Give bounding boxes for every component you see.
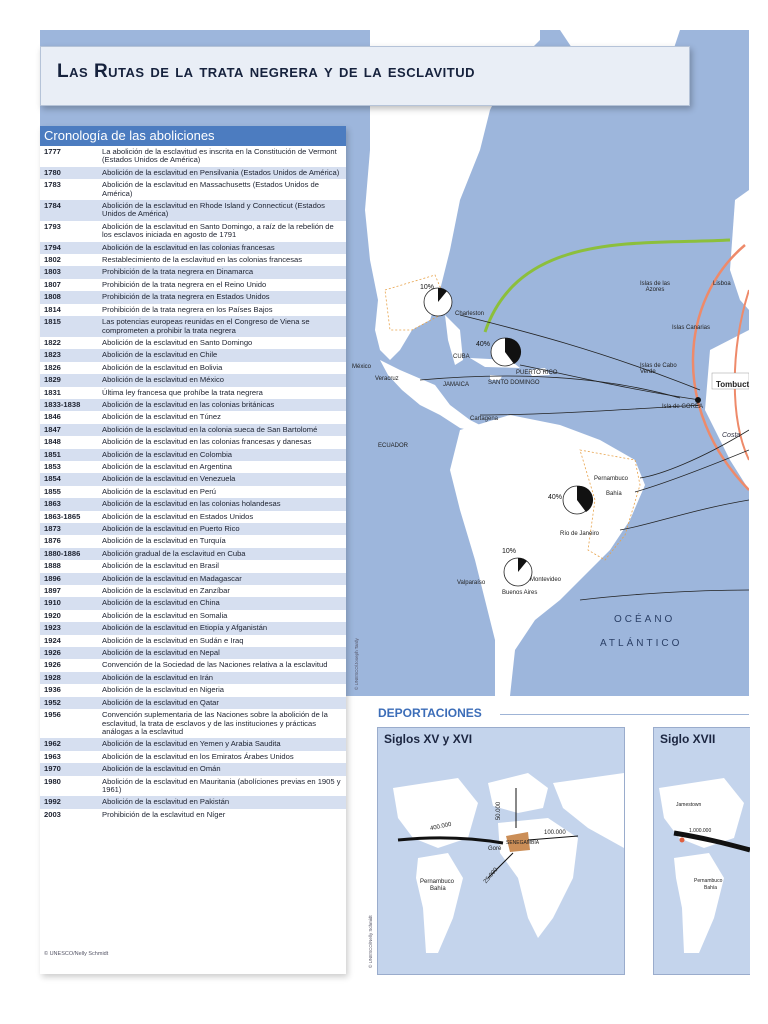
chronology-year: 1888 <box>44 561 61 571</box>
pie-label-rio-plata: 10% <box>502 548 517 555</box>
label-azores: Islas de las Azores <box>639 281 670 293</box>
chronology-row <box>40 411 346 423</box>
chronology-row <box>40 763 346 775</box>
chronology-year: 1992 <box>44 797 61 807</box>
chronology-event: Abolición de la esclavitud en Massachusetts (Estados Unidos de América) <box>102 180 319 198</box>
chronology-row <box>40 573 346 585</box>
chronology-event: Abolición de la esclavitud en Santo Domingo <box>102 337 253 347</box>
chronology-row <box>40 461 346 473</box>
label-valparaiso: Valparaíso <box>457 580 486 586</box>
chronology-row <box>40 242 346 254</box>
chronology-event: Abolición de la esclavitud en Estados Unidos <box>102 511 254 521</box>
chronology-year: 1822 <box>44 337 61 347</box>
chronology-year: 1777 <box>44 147 61 156</box>
chronology-row <box>40 221 346 242</box>
chronology-year: 1831 <box>44 387 61 397</box>
chronology-event: Abolición de la esclavitud en Colombia <box>102 449 233 459</box>
chronology-year: 1897 <box>44 586 61 596</box>
pie-usa <box>424 288 452 316</box>
chronology-year: 1936 <box>44 685 61 695</box>
label-charleston: Charleston <box>455 311 485 317</box>
panel1-label-pernambuco: Pernambuco <box>420 879 455 885</box>
label-costa: Costa <box>722 432 741 439</box>
label-pernambuco: Pernambuco <box>594 476 629 482</box>
chronology-event: Prohibición de la esclavitud en Níger <box>102 809 226 819</box>
chronology-year: 1926 <box>44 660 61 670</box>
chronology-event: Abolición de la esclavitud en México <box>102 375 224 385</box>
central-america <box>380 360 480 432</box>
chronology-event: Abolición de la esclavitud en Pensilvania (Estados Unidos de América) <box>102 167 340 177</box>
panel2-label-pernambuco: Pernambuco <box>694 878 723 884</box>
chronology-row <box>40 473 346 485</box>
chronology-event: Abolición de la esclavitud en Bolivia <box>102 362 223 372</box>
chronology-row <box>40 697 346 709</box>
chronology-year: 1863 <box>44 499 61 509</box>
green-route-arrow <box>485 240 730 332</box>
chronology-event: Abolición de la esclavitud en Venezuela <box>102 474 236 484</box>
chronology-event: Abolición de la esclavitud en Perú <box>102 486 216 496</box>
chronology-row <box>40 511 346 523</box>
label-tombuctu: Tombuct <box>716 380 750 389</box>
chronology-year: 1826 <box>44 362 61 372</box>
chronology-row <box>40 337 346 349</box>
chronology-event: Abolición de la esclavitud en Pakistán <box>102 797 230 807</box>
chronology-event: Prohibición de la trata negrera en los Países Bajos <box>102 304 273 314</box>
label-jamaica: JAMAICA <box>443 382 470 388</box>
chronology-year: 1803 <box>44 267 61 277</box>
chronology-event: Abolición de la esclavitud en Somalia <box>102 610 228 620</box>
chronology-row <box>40 809 346 821</box>
deportations-divider <box>500 714 749 715</box>
chronology-row <box>40 523 346 535</box>
chronology-year: 1873 <box>44 524 61 533</box>
chronology-event: Abolición de la esclavitud en Nepal <box>102 648 220 658</box>
page-title: Las Rutas de la trata negrera y de la esclavitud <box>57 61 475 82</box>
panel1-label-25000: 25.000 <box>482 867 500 885</box>
panel1-label-bahia: Bahía <box>430 886 446 892</box>
chronology-event: Abolición de la esclavitud en las colonias británicas <box>102 399 275 409</box>
chronology-event: Abolición de la esclavitud en Yemen y Arabia Saudita <box>102 739 281 749</box>
chronology-event: Abolición de la esclavitud en Brasil <box>102 561 219 571</box>
panel1-label-50000: 50.000 <box>496 801 503 821</box>
chronology-year: 1923 <box>44 623 61 633</box>
deportations-panel-17 <box>653 727 750 975</box>
chronology-row <box>40 304 346 316</box>
chronology-year: 1807 <box>44 279 61 289</box>
panel1-label-senegambia: SENEGAMBIA <box>506 840 540 846</box>
chronology-row <box>40 647 346 659</box>
chronology-event: Abolición de la esclavitud en Etiopía y Afganistán <box>102 623 268 633</box>
chronology-row <box>40 751 346 763</box>
panel2-label-jamestown: Jamestown <box>676 802 702 808</box>
chronology-year: 1924 <box>44 635 61 645</box>
label-rio: Río de Janeiro <box>560 531 600 537</box>
label-cuba: CUBA <box>453 354 470 360</box>
chronology-year: 1910 <box>44 598 61 608</box>
panel2-label-bahia: Bahía <box>704 885 718 891</box>
chronology-year: 1823 <box>44 350 61 360</box>
chronology-year: 1952 <box>44 697 61 707</box>
chronology-year: 1880-1886 <box>44 548 81 558</box>
deportations-panel-15-16 <box>377 727 625 975</box>
chronology-row <box>40 709 346 738</box>
pie-brazil <box>563 486 593 514</box>
chronology-row <box>40 796 346 808</box>
chronology-year: 1794 <box>44 242 61 252</box>
chronology-row <box>40 399 346 411</box>
chronology-year: 1896 <box>44 573 61 583</box>
chronology-row <box>40 535 346 547</box>
chronology-year: 1876 <box>44 536 61 546</box>
chronology-event: Abolición de la esclavitud en Chile <box>102 350 218 360</box>
chronology-row <box>40 659 346 671</box>
panel2-map <box>654 728 750 974</box>
pie-label-brazil: 40% <box>548 494 563 501</box>
label-cartagena: Cartagena <box>470 416 499 422</box>
pie-caribbean <box>491 338 521 366</box>
chronology-panel <box>40 126 346 974</box>
chronology-row <box>40 597 346 609</box>
panel1-label-400000: 400.000 <box>429 821 453 833</box>
chronology-year: 1928 <box>44 672 61 682</box>
chronology-year: 1815 <box>44 317 61 327</box>
label-goree: Isla de GOREA <box>662 404 704 410</box>
chronology-row <box>40 610 346 622</box>
chronology-event: Abolición de la esclavitud en Puerto Rico <box>102 524 240 533</box>
panel2-label-1000000: 1.000.000 <box>689 828 712 834</box>
chronology-event: Abolición de la esclavitud en Rhode Island y Connecticut (Estados Unidos de América) <box>102 201 325 219</box>
chronology-year: 1784 <box>44 201 61 211</box>
chronology-event: Abolición de la esclavitud en Omán <box>102 764 221 774</box>
chronology-year: 1851 <box>44 449 61 459</box>
label-buenos-aires: Buenos Aires <box>502 590 538 596</box>
chronology-row <box>40 349 346 361</box>
chronology-event: Abolición de la esclavitud en Zanzíbar <box>102 586 230 596</box>
chronology-row <box>40 684 346 696</box>
chronology-row <box>40 486 346 498</box>
map-credit: © UNESCO/Joseph Tardy <box>354 638 359 690</box>
chronology-event: Abolición de la esclavitud en Qatar <box>102 697 219 707</box>
label-canarias: Islas Canarias <box>672 325 711 331</box>
chronology-event: Abolición de la esclavitud en China <box>102 598 220 608</box>
chronology-row <box>40 200 346 221</box>
chronology-event: Abolición de la esclavitud en Túnez <box>102 412 221 422</box>
chronology-year: 1848 <box>44 437 61 447</box>
chronology-event: Abolición de la esclavitud en Santo Domingo, a raíz de la rebelión de los esclavos iniciada en agosto de 1791 <box>102 221 334 240</box>
chronology-event: Abolición de la esclavitud en Turquía <box>102 536 226 546</box>
chronology-row <box>40 449 346 461</box>
label-bahia: Bahía <box>606 491 622 497</box>
chronology-event: Restablecimiento de la esclavitud en las colonias francesas <box>102 255 303 265</box>
label-montevideo: Montevideo <box>530 577 562 583</box>
chronology-event: Abolición de la esclavitud en las colonias francesas <box>102 242 275 252</box>
chronology-year: 1970 <box>44 764 61 774</box>
chronology-row <box>40 316 346 337</box>
chronology-event: Abolición de la esclavitud en las colonias francesas y danesas <box>102 437 312 447</box>
chronology-year: 1980 <box>44 776 61 786</box>
chronology-event: Abolición de la esclavitud en las colonias holandesas <box>102 499 281 509</box>
chronology-event: Abolición de la esclavitud en Nigeria <box>102 685 224 695</box>
label-lisboa: Lisboa <box>713 281 731 287</box>
south-america <box>450 415 645 696</box>
chronology-year: 1963 <box>44 751 61 761</box>
title-banner <box>40 46 690 106</box>
chronology-event: Prohibición de la trata negrera en el Reino Unido <box>102 279 267 289</box>
chronology-year: 1855 <box>44 486 61 496</box>
label-santo-domingo: SANTO DOMINGO <box>488 380 540 386</box>
label-ecuador: ECUADOR <box>378 443 409 449</box>
chronology-row <box>40 179 346 200</box>
chronology-event: Convención de la Sociedad de las Naciones relativa a la esclavitud <box>102 660 328 670</box>
chronology-event: Prohibición de la trata negrera en Dinamarca <box>102 267 254 277</box>
pie-label-usa: 10% <box>420 284 435 291</box>
chronology-year: 1829 <box>44 375 61 385</box>
chronology-event: Abolición de la esclavitud en la colonia sueca de San Bartolomé <box>102 424 318 434</box>
chronology-year: 2003 <box>44 809 61 819</box>
chronology-year: 1854 <box>44 474 61 484</box>
chronology-year: 1846 <box>44 412 61 422</box>
chronology-year: 1920 <box>44 610 61 620</box>
chronology-row <box>40 167 346 179</box>
chronology-row <box>40 254 346 266</box>
chronology-year: 1863-1865 <box>44 511 81 521</box>
ocean-label-line1: OCÉANO <box>614 614 676 625</box>
chronology-year: 1833-1838 <box>44 399 81 409</box>
chronology-row <box>40 560 346 572</box>
chronology-year: 1962 <box>44 739 61 749</box>
label-mexico: México <box>352 364 372 370</box>
chronology-row <box>40 387 346 399</box>
panel-title-15-16: Siglos XV y XVI <box>384 732 473 746</box>
chronology-row <box>40 374 346 386</box>
chronology-table <box>40 146 346 821</box>
chronology-row <box>40 635 346 647</box>
chronology-year: 1847 <box>44 424 61 434</box>
chronology-row <box>40 436 346 448</box>
chronology-event: Abolición de la esclavitud en Irán <box>102 672 214 682</box>
chronology-year: 1802 <box>44 255 61 265</box>
chronology-event: Abolición gradual de la esclavitud en Cuba <box>102 548 246 558</box>
route-to-rio <box>620 500 749 530</box>
panel1-label-gore: Goré <box>488 846 502 852</box>
goree-marker <box>695 397 701 403</box>
chronology-year: 1808 <box>44 292 61 302</box>
deportations-heading: DEPORTACIONES <box>378 706 482 720</box>
chronology-event: Prohibición de la trata negrera en Estados Unidos <box>102 292 270 302</box>
chronology-year: 1780 <box>44 167 61 177</box>
chronology-event: Abolición de la esclavitud en Argentina <box>102 461 233 471</box>
chronology-year: 1793 <box>44 221 61 231</box>
chronology-event: Última ley francesa que prohíbe la trata negrera <box>102 387 263 397</box>
deportations-credit: © UNESCO/Nelly Schmidt <box>368 915 373 968</box>
chronology-year: 1956 <box>44 710 61 720</box>
label-puerto-rico: PUERTO RICO <box>516 370 558 376</box>
panel-title-17: Siglo XVII <box>660 732 716 746</box>
chronology-credit: © UNESCO/Nelly Schmidt <box>44 951 109 957</box>
chronology-row <box>40 776 346 797</box>
chronology-row <box>40 146 346 167</box>
chronology-row <box>40 279 346 291</box>
chronology-row <box>40 585 346 597</box>
chronology-year: 1853 <box>44 461 61 471</box>
chronology-year: 1783 <box>44 180 61 190</box>
chronology-event: Convención suplementaria de las Naciones sobre la abolición de la esclavitud, la trata de esclavos y de las instituciones y prácticas análogas a la esclavitud <box>102 710 328 736</box>
chronology-row <box>40 266 346 278</box>
chronology-heading: Cronología de las aboliciones <box>40 126 346 146</box>
pie-rio-plata <box>504 558 532 586</box>
route-to-montevideo <box>580 590 749 600</box>
chronology-row <box>40 672 346 684</box>
chronology-event: La abolición de la esclavitud es inscrita en la Constitución de Vermont (Estados Unidos de América) <box>102 147 337 165</box>
chronology-row <box>40 738 346 750</box>
panel1-label-100000: 100.000 <box>544 830 566 836</box>
chronology-row <box>40 498 346 510</box>
label-veracruz: Veracruz <box>375 376 399 382</box>
chronology-event: Abolición de la esclavitud en Sudán e Iraq <box>102 635 244 645</box>
chronology-row <box>40 548 346 560</box>
chronology-event: Abolición de la esclavitud en Madagascar <box>102 573 242 583</box>
label-cabo-verde: Islas de Cabo Verde <box>640 363 677 375</box>
ocean-label-line2: ATLÁNTICO <box>600 638 683 649</box>
chronology-year: 1926 <box>44 648 61 658</box>
chronology-year: 1814 <box>44 304 61 314</box>
chronology-row <box>40 424 346 436</box>
pie-label-caribbean: 40% <box>476 341 491 348</box>
chronology-row <box>40 622 346 634</box>
chronology-row <box>40 362 346 374</box>
chronology-row <box>40 291 346 303</box>
chronology-event: Abolición de la esclavitud en los Emiratos Árabes Unidos <box>102 751 294 761</box>
chronology-event: Las potencias europeas reunidas en el Congreso de Viena se comprometen a prohibir la trata negrera <box>102 317 310 335</box>
chronology-event: Abolición de la esclavitud en Mauritania (abolíciones previas en 1905 y 1961) <box>102 776 341 794</box>
